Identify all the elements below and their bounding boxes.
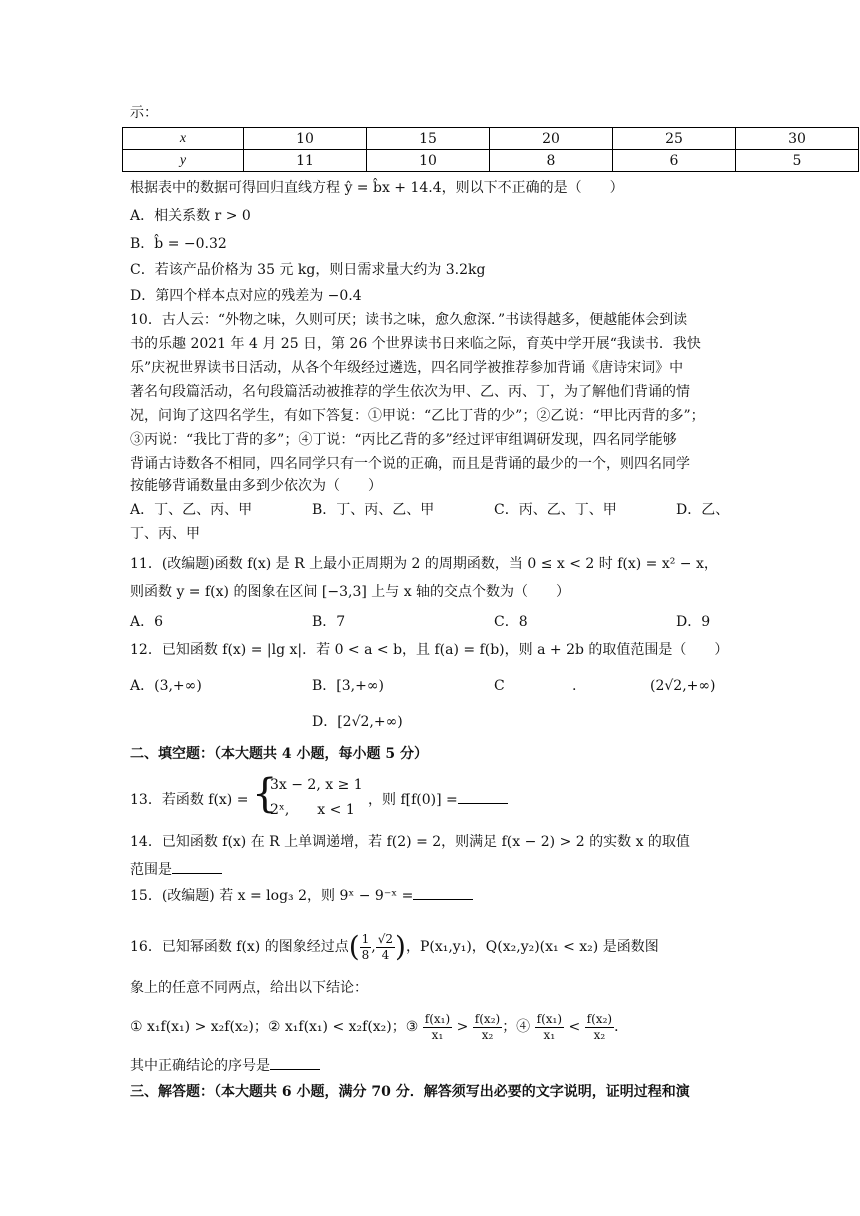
q13-pre: 13．若函数 f(x) = (130, 792, 249, 808)
q13-post (368, 790, 508, 810)
table-cell: 10 (367, 150, 490, 172)
q10-option-d: D．乙、 (676, 502, 730, 518)
q10-line: 况，问询了这四名学生，有如下答复：①甲说：“乙比丁背的少”；②乙说：“甲比丙背的多”； (130, 408, 705, 424)
answer-blank (413, 887, 473, 900)
denominator: x₁ (543, 1027, 556, 1042)
q11-line1: 11．(改编题)函数 f(x) 是 R 上最小正周期为 2 的周期函数，当 0 ≤ x < 2 时 f(x) = x² − x， (130, 556, 718, 572)
data-table (122, 127, 859, 172)
q12-stem: 12．已知函数 f(x) = |lg x|．若 0 < a < b，且 f(a) = f(b)，则 a + 2b 的取值范围是（ ） (130, 642, 729, 658)
denominator: x₁ (431, 1027, 444, 1042)
q9-option-d: D．第四个样本点对应的残差为 −0.4 (130, 288, 362, 304)
table-row (123, 128, 859, 150)
q10-option-a: A．丁、乙、丙、甲 (130, 502, 253, 518)
table-row (123, 150, 859, 172)
section-2-heading: 二、填空题：（本大题共 4 小题，每小题 5 分） (130, 746, 428, 762)
q13-case2: 2ˣ, x < 1 (270, 802, 355, 818)
q9-option-a: A．相关系数 r > 0 (130, 208, 251, 224)
q10-option-d-cont: 丁、丙、甲 (130, 526, 200, 542)
table-cell: 20 (490, 128, 613, 150)
q16-line1: 16．已知幂函数 f(x) 的图象经过点( $\frac{1}{8}$ , $\frac{√2}{4}$ )，P(x₁,y₁)，Q(x₂,y₂)(x₁ < x₂) 是函数图 (130, 930, 659, 963)
answer-blank (270, 1057, 320, 1070)
numerator: f(x₂) (586, 1011, 613, 1026)
table-cell: 11 (244, 150, 367, 172)
denominator: x₂ (481, 1027, 494, 1042)
numerator: f(x₁) (424, 1011, 451, 1026)
q16-line4-text: 其中正确结论的序号是 (130, 1058, 270, 1074)
q16-pre: 16．已知幂函数 f(x) 的图象经过点 (130, 939, 349, 955)
right-paren-icon: ) (395, 930, 406, 963)
denominator: x₂ (593, 1027, 606, 1042)
q10-line: 乐”庆祝世界读书日活动，从各个年级经过遴选，四名同学被推荐参加背诵《唐诗宋词》中 (130, 360, 684, 376)
q10-line: ③丙说：“我比丁背的多”；④丁说：“丙比乙背的多”经过评审组调研发现，四名同学能够 (130, 432, 677, 448)
numerator: 1 (361, 931, 370, 946)
q10-line: 10．古人云：“外物之味，久则可厌；读书之味，愈久愈深．”书读得越多，便越能体会到读 (130, 312, 688, 328)
q16-conclusions-1-2: ① x₁f(x₁) > x₂f(x₂)；② x₁f(x₁) < x₂f(x₂)；③ (130, 1019, 419, 1035)
table-cell: 30 (736, 128, 859, 150)
q10-line: 著名句段篇活动，名句段篇活动被推荐的学生依次为甲、乙、丙、丁，为了解他们背诵的情 (130, 384, 690, 400)
fraction (376, 932, 395, 963)
q10-line: 背诵古诗数各不相同，四名同学只有一个说的正确，而且是背诵的最少的一个，则四名同学 (130, 456, 690, 472)
q13-case1: 3x − 2, x ≥ 1 (270, 777, 363, 793)
table-cell: 25 (613, 128, 736, 150)
q10-option-c: C．丙、乙、丁、甲 (494, 502, 617, 518)
q16-conclusions (130, 1010, 628, 1044)
table-cell: 15 (367, 128, 490, 150)
q12-option-b: B．[3,+∞) (312, 678, 384, 694)
q11-option-d: D．9 (676, 614, 711, 630)
table-header-cell: x (123, 128, 244, 150)
table-cell: 5 (736, 150, 859, 172)
q16-line4 (130, 1056, 320, 1076)
q12-option-d: D．[2√2,+∞) (312, 714, 403, 730)
fraction (360, 932, 372, 963)
denominator: 8 (361, 947, 370, 962)
fraction (473, 1012, 502, 1043)
q9-option-b: B．b̂ = −0.32 (130, 236, 227, 252)
q14-line2 (130, 860, 222, 880)
q10-option-b: B．丁、丙、乙、甲 (312, 502, 435, 518)
q12-option-a: A．(3,+∞) (130, 678, 202, 694)
q9-stem: 根据表中的数据可得回归直线方程 ŷ = b̂x + 14.4，则以下不正确的是（ ） (130, 180, 624, 196)
table-cell: 6 (613, 150, 736, 172)
numerator: √2 (377, 931, 394, 946)
answer-blank (172, 861, 222, 874)
period: ． (614, 1019, 629, 1035)
fraction (585, 1012, 614, 1043)
header-fragment: 示： (130, 105, 158, 121)
numerator: f(x₂) (474, 1011, 501, 1026)
answer-blank (458, 791, 508, 804)
fraction (535, 1012, 564, 1043)
denominator: 4 (381, 947, 390, 962)
q11-line2: 则函数 y = f(x) 的图象在区间 [−3,3] 上与 x 轴的交点个数为（ ） (130, 584, 571, 600)
q10-line: 按能够背诵数量由多到少依次为（ ） (130, 478, 382, 494)
brace-icon: { (252, 771, 278, 817)
q16-post: ，P(x₁,y₁)，Q(x₂,y₂)(x₁ < x₂) 是函数图 (405, 939, 659, 955)
q11-option-c: C．8 (494, 614, 528, 630)
table-cell: 8 (490, 150, 613, 172)
table-cell: 10 (244, 128, 367, 150)
q10-line: 书的乐趣 2021 年 4 月 25 日，第 26 个世界读书日来临之际，育英中学开展“我读书．我快 (130, 336, 701, 352)
q16-line2: 象上的任意不同两点，给出以下结论： (130, 980, 368, 996)
q11-option-b: B．7 (312, 614, 346, 630)
q14-line2-text: 范围是 (130, 862, 172, 878)
q16-conclusion-4-label: ；④ (502, 1019, 531, 1035)
q9-option-c: C．若该产品价格为 35 元 kg，则日需求量大约为 3.2kg (130, 262, 486, 278)
section-3-heading: 三、解答题：（本大题共 6 小题，满分 70 分．解答须写出必要的文字说明，证明过程和演 (130, 1084, 690, 1100)
table-header-cell: y (123, 150, 244, 172)
fraction (423, 1012, 452, 1043)
q12-option-c-value: (2√2,+∞) (650, 678, 716, 694)
q15-text: 15．(改编题) 若 x = log₃ 2，则 9ˣ − 9⁻ˣ = (130, 888, 414, 904)
q14-line1: 14．已知函数 f(x) 在 R 上单调递增，若 f(2) = 2，则满足 f(x − 2) > 2 的实数 x 的取值 (130, 834, 690, 850)
q12-option-c-dot: . (572, 678, 577, 694)
left-paren-icon: ( (348, 930, 360, 963)
operator: < (568, 1019, 581, 1035)
q15-line (130, 886, 473, 906)
q11-option-a: A．6 (130, 614, 164, 630)
numerator: f(x₁) (536, 1011, 563, 1026)
q13-post-text: ，则 f[f(0)] = (368, 792, 458, 808)
q12-option-c: C (494, 678, 505, 694)
operator: > (456, 1019, 469, 1035)
